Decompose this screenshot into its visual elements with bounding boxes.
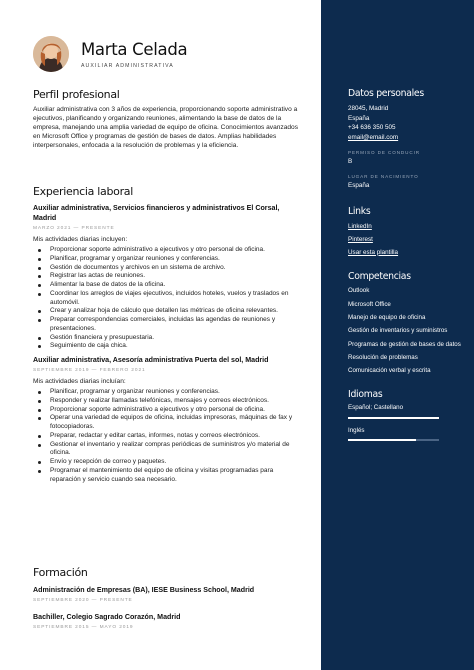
birthplace-label: LUGAR DE NACIMIENTO [348, 173, 419, 179]
task-list [33, 246, 301, 351]
task-item: Proporcionar soporte administrativo a ejecutivos y otro personal de oficina. [33, 406, 301, 415]
education-section [33, 566, 301, 630]
task-item: Gestionar el inventario y realizar compras periódicas de suministros y/o material de oficina. [33, 441, 301, 459]
task-item: Alimentar la base de datos de la oficina. [33, 281, 301, 290]
pinterest-link[interactable]: Pinterest [348, 235, 373, 243]
experience-title: Experiencia laboral [33, 185, 133, 198]
language-level-fill [348, 417, 439, 419]
task-item: Proporcionar soporte administrativo a ejecutivos y otro personal de oficina. [33, 246, 301, 255]
language-level-bar [348, 439, 439, 441]
sidebar [321, 0, 474, 670]
skill-item: Resolución de problemas [348, 353, 418, 361]
candidate-name: Marta Celada [81, 39, 188, 59]
education-item-date: SEPTIEMBRE 2020 — PRESENTE [33, 598, 133, 603]
task-item: Preparar, redactar y editar cartas, informes, notas y correos electrónicos. [33, 432, 301, 441]
task-item: Envío y recepción de correo y paquetes. [33, 458, 301, 467]
skills-title: Competencias [348, 271, 411, 283]
job-entry [33, 355, 301, 484]
language-entry [348, 404, 462, 418]
education-item-title: Bachiller, Colegio Sagrado Corazón, Madrid [33, 613, 181, 621]
languages-title: Idiomas [348, 389, 383, 401]
languages-list [348, 404, 462, 441]
personal-title: Datos personales [348, 88, 424, 99]
skill-item: Manejo de equipo de oficina [348, 313, 426, 321]
task-item: Gestión de documentos y archivos en un sistema de archivo. [33, 264, 301, 273]
license-label: PERMISO DE CONDUCIR [348, 149, 420, 155]
skill-item: Comunicación verbal y escrita [348, 367, 431, 375]
language-level-fill [348, 439, 416, 441]
education-item-date: SEPTIEMBRE 2015 — MAYO 2019 [33, 625, 134, 630]
job-intro: Mis actividades diarias incluían: [33, 378, 126, 385]
email-link[interactable]: email@email.com [348, 134, 399, 142]
task-list [33, 388, 301, 484]
task-item: Crear y analizar hoja de cálculo que detallen las métricas de oficina relevantes. [33, 307, 301, 316]
task-item: Seguimiento de caja chica. [33, 342, 301, 351]
skill-item: Microsoft Office [348, 300, 391, 308]
task-item: Operar una variedad de equipos de oficina, incluidas impresoras, máquinas de fax y fotocopiadoras. [33, 414, 301, 432]
language-name: Español; Castellano [348, 404, 404, 412]
profile-text: Auxiliar administrativa con 3 años de experiencia, proporcionando soporte administrativo a ejecutivos, planificando y organizando reuniones, alimentando la base de datos de la empresa, manejando una amplia variedad de equipo de oficina. Conocimientos avanzados en Microsoft Office y programas de gestión de bases de datos. Amplias habilidades interpersonales, enfocada a la resolución de problemas y la eficiencia. [33, 106, 299, 150]
job-intro: Mis actividades diarias incluyen: [33, 236, 128, 243]
task-item: Planificar, programar y organizar reuniones y conferencias. [33, 255, 301, 264]
links-title: Links [348, 206, 371, 218]
skills-list [348, 287, 462, 375]
experience-section [33, 185, 301, 484]
skill-item: Gestión de inventarios y suministros [348, 327, 448, 335]
avatar [33, 36, 69, 72]
job-title: Auxiliar administrativa, Servicios financieros y administrativos El Corsal, Madrid [33, 204, 280, 222]
candidate-role: AUXILIAR ADMINISTRATIVA [81, 62, 174, 69]
education-item-title: Administración de Empresas (BA), IESE Business School, Madrid [33, 586, 255, 594]
license-value: B [348, 157, 353, 165]
phone-number: +34 636 350 505 [348, 124, 396, 132]
birthplace-value: España [348, 181, 370, 189]
profile-section [33, 88, 301, 150]
language-level-bar [348, 417, 439, 419]
use-template-link[interactable]: Usar esta plantilla [348, 248, 399, 256]
name-block [81, 40, 187, 69]
task-item: Preparar correspondencias comerciales, incluidas las agendas de reuniones y presentaciones. [33, 316, 301, 334]
language-entry [348, 427, 462, 441]
job-entry [33, 203, 301, 351]
skill-item: Outlook [348, 287, 370, 295]
task-item: Programar el mantenimiento del equipo de oficina y visitas programadas para reparación y servicio cuando sea necesario. [33, 467, 301, 485]
task-item: Responder y realizar llamadas telefónicas, mensajes y correos electrónicos. [33, 397, 301, 406]
job-list [33, 203, 301, 484]
address-line: 28045, Madrid [348, 105, 389, 112]
task-item: Coordinar los arreglos de viajes ejecutivos, incluidos hoteles, vuelos y traslados en automóvil. [33, 290, 301, 308]
language-name: Inglés [348, 426, 365, 434]
task-item: Gestión financiera y presupuestaria. [33, 334, 301, 343]
profile-title: Perfil profesional [33, 88, 120, 101]
job-date: SEPTIEMBRE 2019 — FEBRERO 2021 [33, 368, 146, 373]
job-title: Auxiliar administrativa, Asesoría administrativa Puerta del sol, Madrid [33, 356, 269, 364]
task-item: Registrar las actas de reuniones. [33, 272, 301, 281]
job-date: MARZO 2021 — PRESENTE [33, 226, 115, 231]
linkedin-link[interactable]: LinkedIn [348, 223, 372, 231]
task-item: Planificar, programar y organizar reuniones y conferencias. [33, 388, 301, 397]
education-title: Formación [33, 566, 88, 579]
skill-item: Programas de gestión de bases de datos [348, 340, 461, 348]
address-country: España [348, 114, 370, 122]
resume-header [33, 36, 187, 72]
